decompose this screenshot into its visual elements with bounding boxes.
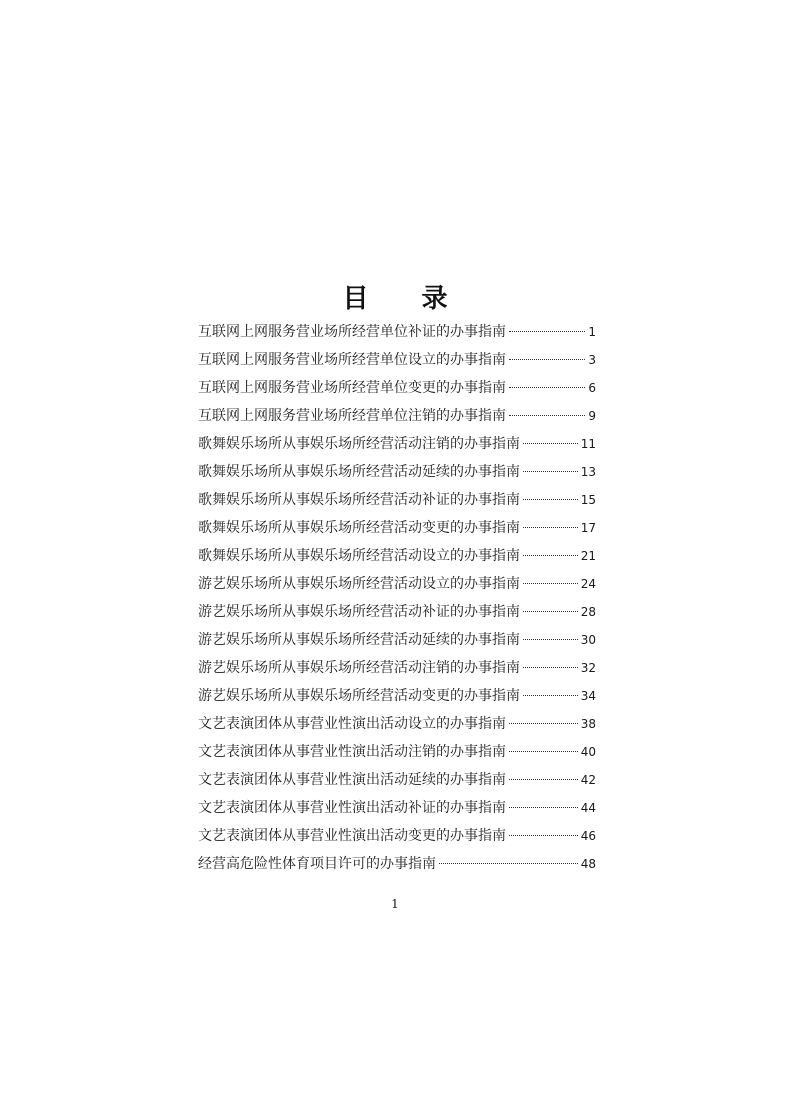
toc-page-number: 13 bbox=[580, 465, 596, 479]
toc-entry-text: 游艺娱乐场所从事娱乐场所经营活动设立的办事指南 bbox=[198, 576, 520, 592]
toc-page-number: 6 bbox=[588, 381, 596, 395]
toc-entry[interactable] bbox=[198, 682, 596, 710]
dot-leader bbox=[509, 387, 585, 388]
toc-entry-text: 游艺娱乐场所从事娱乐场所经营活动补证的办事指南 bbox=[198, 604, 520, 620]
dot-leader bbox=[523, 527, 578, 528]
toc-entry[interactable] bbox=[198, 766, 596, 794]
toc-page-number: 24 bbox=[580, 577, 596, 591]
toc-entry-text: 游艺娱乐场所从事娱乐场所经营活动注销的办事指南 bbox=[198, 660, 520, 676]
toc-page-number: 38 bbox=[580, 717, 596, 731]
dot-leader bbox=[509, 835, 578, 836]
toc-page-number: 21 bbox=[580, 549, 596, 563]
toc-entry[interactable] bbox=[198, 710, 596, 738]
toc-page-number: 46 bbox=[580, 829, 596, 843]
toc-entry-text: 互联网上网服务营业场所经营单位变更的办事指南 bbox=[198, 380, 506, 396]
toc-entry[interactable] bbox=[198, 542, 596, 570]
dot-leader bbox=[439, 863, 578, 864]
toc-page-number: 40 bbox=[580, 745, 596, 759]
toc-entry-text: 歌舞娱乐场所从事娱乐场所经营活动注销的办事指南 bbox=[198, 436, 520, 452]
page-number-footer: 1 bbox=[391, 897, 399, 911]
dot-leader bbox=[523, 555, 578, 556]
dot-leader bbox=[509, 779, 578, 780]
toc-entry[interactable] bbox=[198, 346, 596, 374]
toc-entry[interactable] bbox=[198, 850, 596, 878]
dot-leader bbox=[509, 359, 585, 360]
dot-leader bbox=[509, 807, 578, 808]
dot-leader bbox=[509, 723, 578, 724]
toc-page-number: 30 bbox=[580, 633, 596, 647]
toc-entry[interactable] bbox=[198, 598, 596, 626]
toc-entry-text: 歌舞娱乐场所从事娱乐场所经营活动设立的办事指南 bbox=[198, 548, 520, 564]
toc-entry[interactable] bbox=[198, 626, 596, 654]
toc-entry-text: 互联网上网服务营业场所经营单位设立的办事指南 bbox=[198, 352, 506, 368]
toc-entry[interactable] bbox=[198, 570, 596, 598]
toc-list bbox=[198, 318, 596, 878]
dot-leader bbox=[523, 611, 578, 612]
toc-entry-text: 互联网上网服务营业场所经营单位注销的办事指南 bbox=[198, 408, 506, 424]
toc-entry[interactable] bbox=[198, 402, 596, 430]
dot-leader bbox=[509, 415, 585, 416]
toc-page-number: 44 bbox=[580, 801, 596, 815]
toc-page-number: 28 bbox=[580, 605, 596, 619]
dot-leader bbox=[523, 471, 578, 472]
toc-entry[interactable] bbox=[198, 374, 596, 402]
toc-title: 目 录 bbox=[342, 284, 470, 314]
dot-leader bbox=[523, 639, 578, 640]
toc-page-number: 11 bbox=[580, 437, 596, 451]
toc-entry-text: 文艺表演团体从事营业性演出活动延续的办事指南 bbox=[198, 772, 506, 788]
toc-page-number: 32 bbox=[580, 661, 596, 675]
toc-entry[interactable] bbox=[198, 822, 596, 850]
toc-page-number: 17 bbox=[580, 521, 596, 535]
toc-entry-text: 文艺表演团体从事营业性演出活动补证的办事指南 bbox=[198, 800, 506, 816]
toc-entry-text: 歌舞娱乐场所从事娱乐场所经营活动延续的办事指南 bbox=[198, 464, 520, 480]
dot-leader bbox=[523, 443, 578, 444]
toc-page-number: 42 bbox=[580, 773, 596, 787]
toc-page-number: 1 bbox=[588, 325, 596, 339]
toc-entry[interactable] bbox=[198, 794, 596, 822]
dot-leader bbox=[523, 499, 578, 500]
toc-page-number: 9 bbox=[588, 409, 596, 423]
toc-page-number: 3 bbox=[588, 353, 596, 367]
toc-page-number: 48 bbox=[580, 857, 596, 871]
toc-entry-text: 游艺娱乐场所从事娱乐场所经营活动延续的办事指南 bbox=[198, 632, 520, 648]
toc-entry-text: 歌舞娱乐场所从事娱乐场所经营活动变更的办事指南 bbox=[198, 520, 520, 536]
toc-entry-text: 文艺表演团体从事营业性演出活动变更的办事指南 bbox=[198, 828, 506, 844]
dot-leader bbox=[523, 667, 578, 668]
toc-entry[interactable] bbox=[198, 486, 596, 514]
dot-leader bbox=[509, 751, 578, 752]
toc-page-number: 15 bbox=[580, 493, 596, 507]
toc-entry[interactable] bbox=[198, 514, 596, 542]
toc-entry[interactable] bbox=[198, 654, 596, 682]
toc-entry-text: 歌舞娱乐场所从事娱乐场所经营活动补证的办事指南 bbox=[198, 492, 520, 508]
dot-leader bbox=[509, 331, 585, 332]
toc-entry-text: 文艺表演团体从事营业性演出活动设立的办事指南 bbox=[198, 716, 506, 732]
toc-entry[interactable] bbox=[198, 458, 596, 486]
dot-leader bbox=[523, 583, 578, 584]
toc-entry-text: 互联网上网服务营业场所经营单位补证的办事指南 bbox=[198, 324, 506, 340]
toc-entry[interactable] bbox=[198, 430, 596, 458]
dot-leader bbox=[523, 695, 578, 696]
toc-entry[interactable] bbox=[198, 318, 596, 346]
toc-page-number: 34 bbox=[580, 689, 596, 703]
toc-entry-text: 文艺表演团体从事营业性演出活动注销的办事指南 bbox=[198, 744, 506, 760]
toc-entry[interactable] bbox=[198, 738, 596, 766]
toc-entry-text: 游艺娱乐场所从事娱乐场所经营活动变更的办事指南 bbox=[198, 688, 520, 704]
toc-entry-text: 经营高危险性体育项目许可的办事指南 bbox=[198, 856, 436, 872]
